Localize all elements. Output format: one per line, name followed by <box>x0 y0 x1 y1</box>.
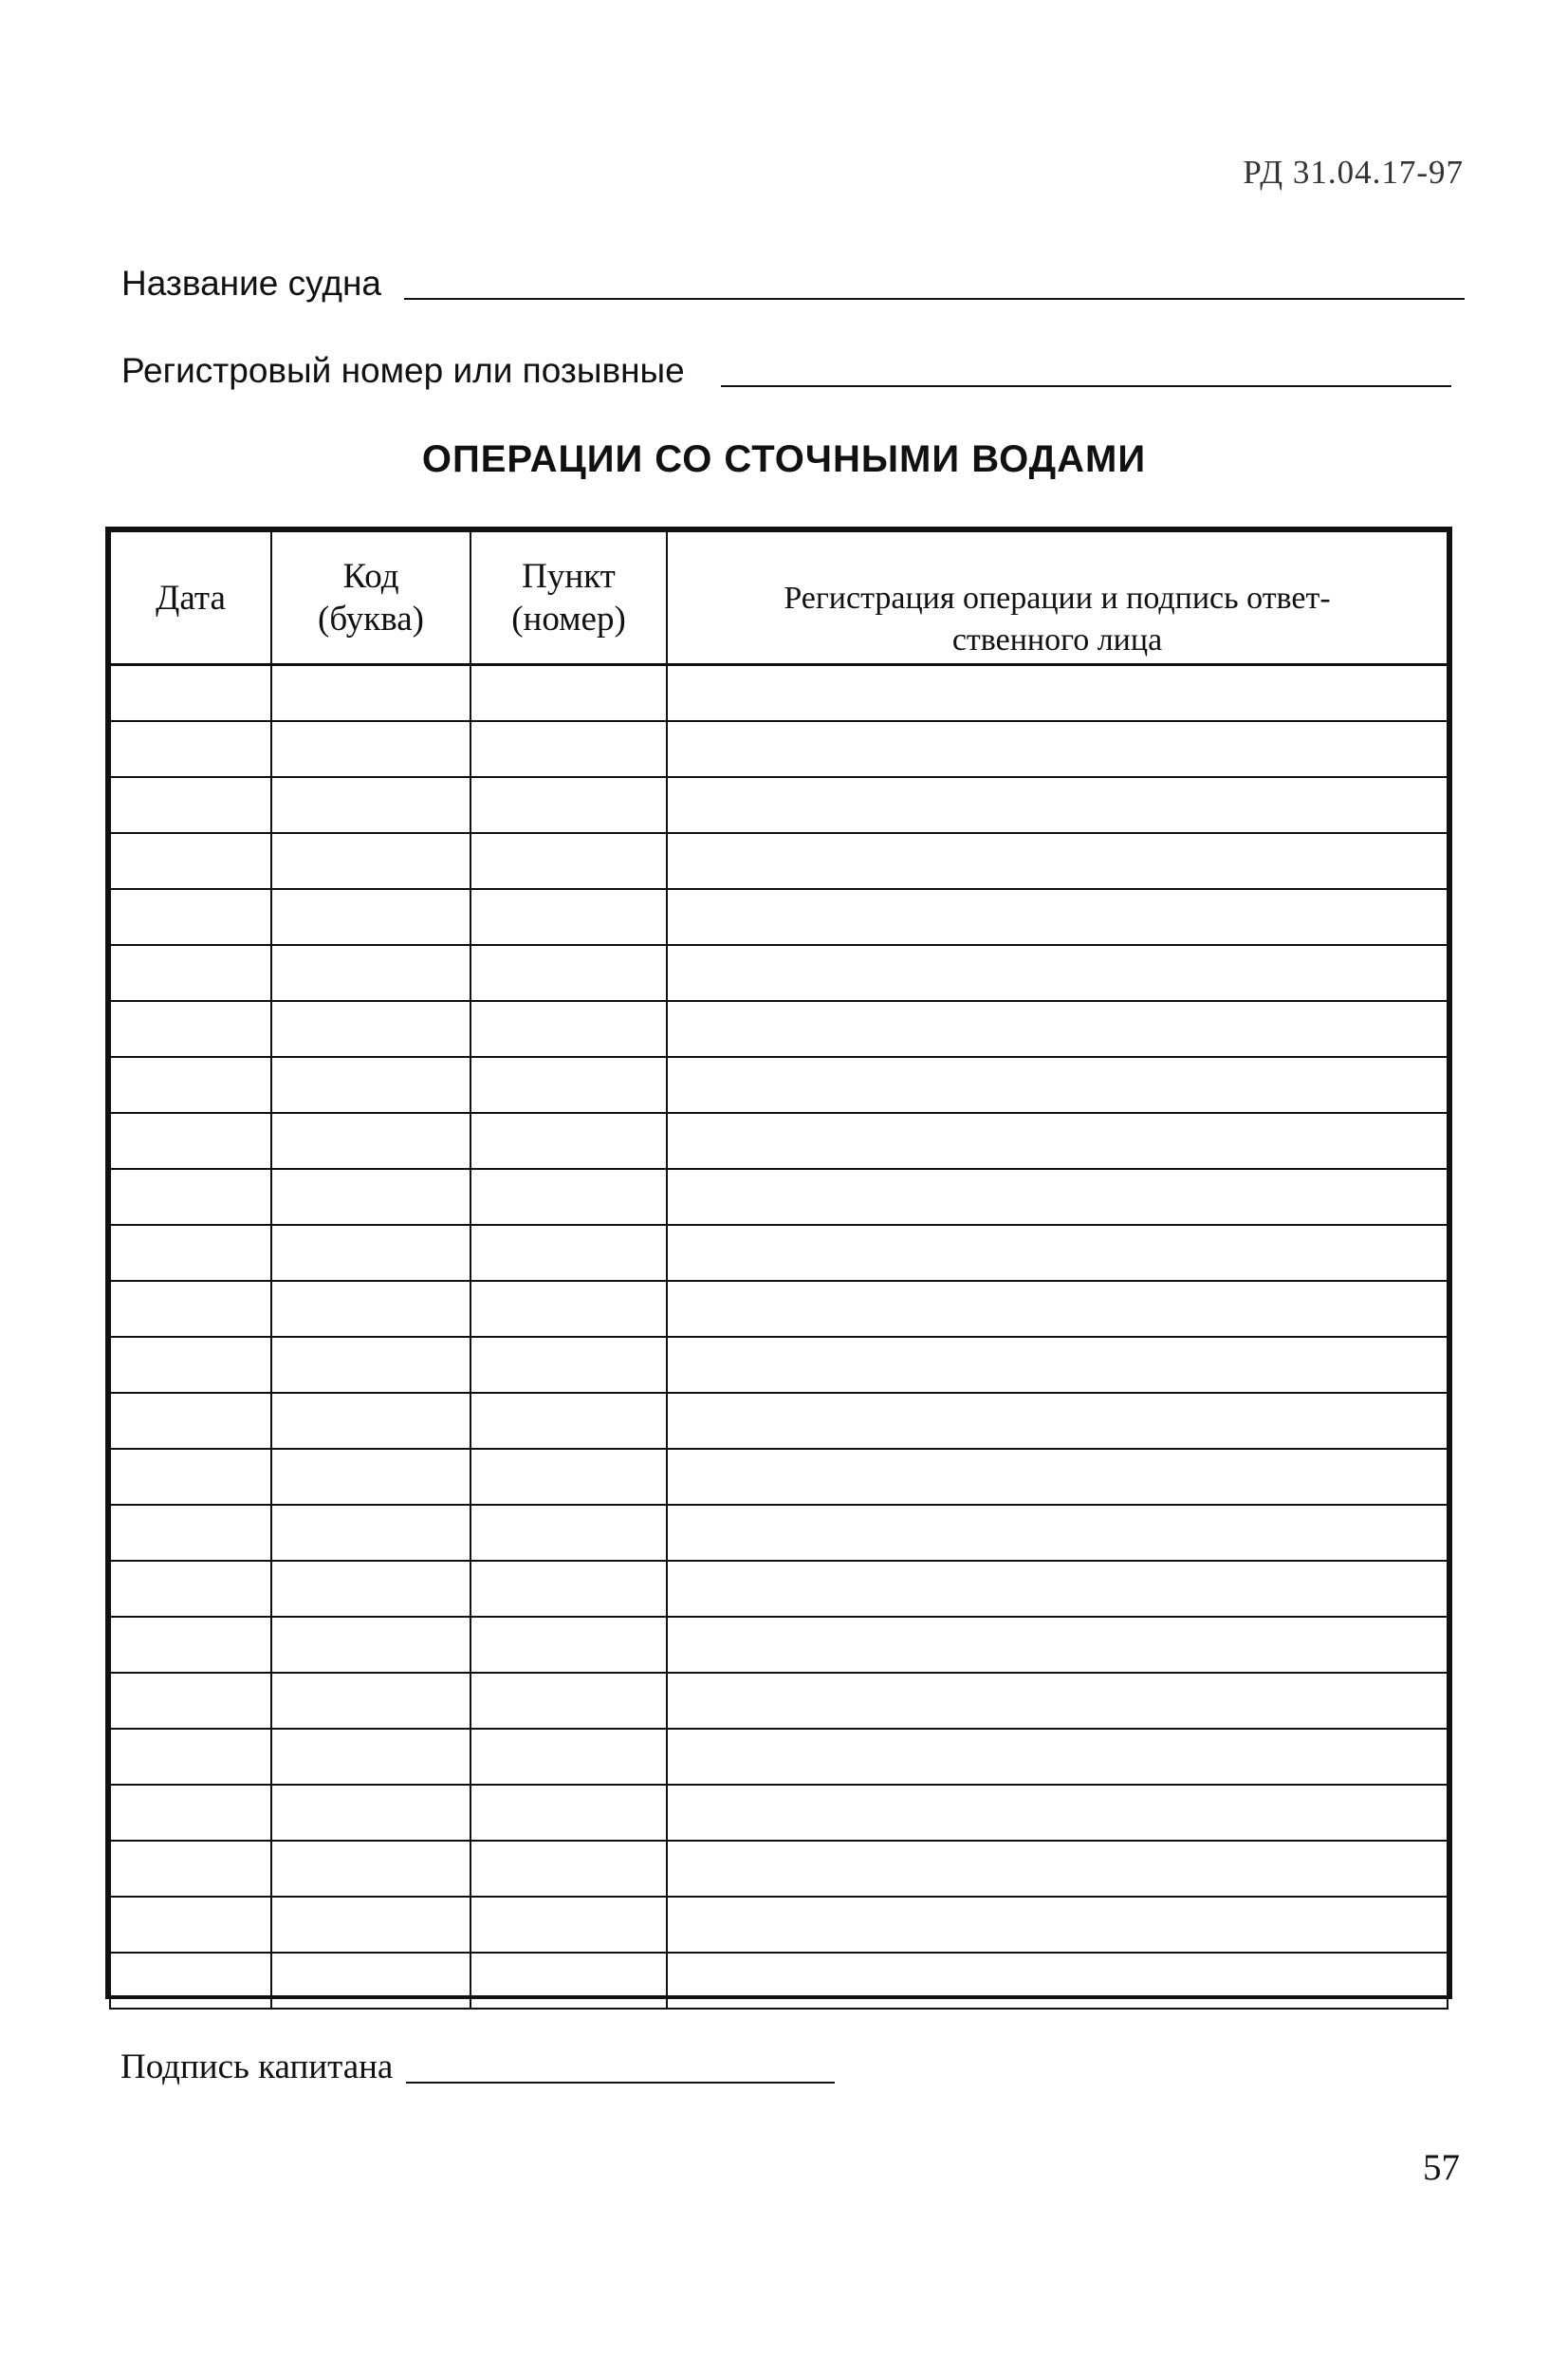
cell-registration[interactable] <box>667 721 1448 777</box>
cell-code[interactable] <box>271 833 470 889</box>
cell-date[interactable] <box>110 1393 271 1449</box>
cell-date[interactable] <box>110 777 271 833</box>
cell-registration[interactable] <box>667 1561 1448 1617</box>
cell-code[interactable] <box>271 945 470 1001</box>
cell-date[interactable] <box>110 1225 271 1281</box>
table-row <box>110 1449 1448 1505</box>
ship-name-label: Название судна <box>121 264 381 303</box>
cell-item[interactable] <box>470 1841 667 1897</box>
cell-item[interactable] <box>470 1393 667 1449</box>
column-header-code <box>271 531 470 665</box>
cell-registration[interactable] <box>667 1953 1448 2009</box>
column-header-registration-line2: ственного лица <box>951 622 1163 658</box>
cell-date[interactable] <box>110 1505 271 1561</box>
cell-registration[interactable] <box>667 833 1448 889</box>
table-header-row <box>110 531 1448 665</box>
cell-registration[interactable] <box>667 1113 1448 1169</box>
cell-code[interactable] <box>271 1393 470 1449</box>
cell-item[interactable] <box>470 1281 667 1337</box>
column-header-date-label: Дата <box>156 578 226 618</box>
table-row <box>110 1841 1448 1897</box>
cell-date[interactable] <box>110 665 271 722</box>
cell-item[interactable] <box>470 1225 667 1281</box>
column-header-date <box>110 531 271 665</box>
cell-item[interactable] <box>470 665 667 722</box>
column-header-item-line2: (номер) <box>511 600 626 639</box>
cell-date[interactable] <box>110 1729 271 1785</box>
table-row <box>110 1393 1448 1449</box>
table-row <box>110 889 1448 945</box>
cell-code[interactable] <box>271 665 470 722</box>
table-row <box>110 1561 1448 1617</box>
table-body <box>110 665 1448 2010</box>
cell-item[interactable] <box>470 721 667 777</box>
cell-code[interactable] <box>271 1841 470 1897</box>
cell-registration[interactable] <box>667 1617 1448 1673</box>
captain-signature-field <box>120 2047 835 2087</box>
cell-code[interactable] <box>271 777 470 833</box>
cell-registration[interactable] <box>667 1057 1448 1113</box>
operations-table <box>105 527 1452 1999</box>
cell-item[interactable] <box>470 945 667 1001</box>
cell-date[interactable] <box>110 833 271 889</box>
cell-item[interactable] <box>470 1505 667 1561</box>
table-row <box>110 1953 1448 2009</box>
cell-item[interactable] <box>470 1673 667 1729</box>
cell-registration[interactable] <box>667 1337 1448 1393</box>
cell-date[interactable] <box>110 1897 271 1953</box>
table-row <box>110 1225 1448 1281</box>
cell-code[interactable] <box>271 1561 470 1617</box>
table-row <box>110 1617 1448 1673</box>
cell-item[interactable] <box>470 1617 667 1673</box>
cell-code[interactable] <box>271 1729 470 1785</box>
cell-code[interactable] <box>271 1169 470 1225</box>
cell-item[interactable] <box>470 833 667 889</box>
table-row <box>110 1281 1448 1337</box>
ship-name-blank-line[interactable] <box>404 296 1465 300</box>
cell-registration[interactable] <box>667 1785 1448 1841</box>
table-row <box>110 1785 1448 1841</box>
cell-registration[interactable] <box>667 1729 1448 1785</box>
cell-code[interactable] <box>271 721 470 777</box>
column-header-item-line1: Пункт <box>522 557 616 596</box>
table-row <box>110 665 1448 722</box>
cell-item[interactable] <box>470 889 667 945</box>
table-row <box>110 1505 1448 1561</box>
cell-item[interactable] <box>470 1169 667 1225</box>
cell-date[interactable] <box>110 1169 271 1225</box>
column-header-registration <box>667 531 1448 665</box>
cell-code[interactable] <box>271 1505 470 1561</box>
cell-registration[interactable] <box>667 1393 1448 1449</box>
page-title: ОПЕРАЦИИ СО СТОЧНЫМИ ВОДАМИ <box>421 438 1147 480</box>
cell-registration[interactable] <box>667 1673 1448 1729</box>
ship-name-field <box>121 264 1465 304</box>
cell-item[interactable] <box>470 1001 667 1057</box>
cell-code[interactable] <box>271 1953 470 2009</box>
table-row <box>110 1001 1448 1057</box>
table-row <box>110 1113 1448 1169</box>
cell-date[interactable] <box>110 945 271 1001</box>
cell-registration[interactable] <box>667 777 1448 833</box>
cell-code[interactable] <box>271 1785 470 1841</box>
cell-registration[interactable] <box>667 1449 1448 1505</box>
column-header-code-line1: Код <box>342 557 399 596</box>
cell-registration[interactable] <box>667 1505 1448 1561</box>
cell-date[interactable] <box>110 889 271 945</box>
page-number: 57 <box>1423 2147 1460 2188</box>
cell-registration[interactable] <box>667 665 1448 722</box>
table-row <box>110 1673 1448 1729</box>
column-header-code-line2: (буква) <box>318 600 424 639</box>
cell-date[interactable] <box>110 1841 271 1897</box>
cell-code[interactable] <box>271 1897 470 1953</box>
cell-date[interactable] <box>110 1281 271 1337</box>
cell-code[interactable] <box>271 889 470 945</box>
cell-code[interactable] <box>271 1337 470 1393</box>
cell-date[interactable] <box>110 1617 271 1673</box>
captain-signature-blank-line[interactable] <box>406 2082 835 2084</box>
table-row <box>110 1337 1448 1393</box>
cell-registration[interactable] <box>667 1897 1448 1953</box>
table-row <box>110 721 1448 777</box>
cell-item[interactable] <box>470 1897 667 1953</box>
cell-registration[interactable] <box>667 1225 1448 1281</box>
cell-item[interactable] <box>470 1337 667 1393</box>
cell-code[interactable] <box>271 1001 470 1057</box>
cell-code[interactable] <box>271 1617 470 1673</box>
registration-field <box>121 351 1451 391</box>
table-row <box>110 777 1448 833</box>
cell-item[interactable] <box>470 1561 667 1617</box>
cell-item[interactable] <box>470 1729 667 1785</box>
column-header-registration-line1: Регистрация операции и подпись ответ- <box>784 581 1331 616</box>
cell-code[interactable] <box>271 1673 470 1729</box>
cell-code[interactable] <box>271 1281 470 1337</box>
registration-label: Регистровый номер или позывные <box>121 351 685 390</box>
cell-item[interactable] <box>470 777 667 833</box>
cell-date[interactable] <box>110 1953 271 2009</box>
cell-code[interactable] <box>271 1449 470 1505</box>
table-row <box>110 1897 1448 1953</box>
cell-date[interactable] <box>110 1337 271 1393</box>
table-row <box>110 1057 1448 1113</box>
cell-date[interactable] <box>110 1057 271 1113</box>
cell-date[interactable] <box>110 1561 271 1617</box>
captain-signature-label: Подпись капитана <box>120 2047 394 2086</box>
cell-code[interactable] <box>271 1057 470 1113</box>
column-header-item <box>470 531 667 665</box>
cell-date[interactable] <box>110 1673 271 1729</box>
document-code: РД 31.04.17-97 <box>1243 154 1464 191</box>
cell-date[interactable] <box>110 1449 271 1505</box>
cell-registration[interactable] <box>667 945 1448 1001</box>
cell-code[interactable] <box>271 1225 470 1281</box>
cell-code[interactable] <box>271 1113 470 1169</box>
registration-blank-line[interactable] <box>721 383 1451 387</box>
cell-registration[interactable] <box>667 1841 1448 1897</box>
cell-item[interactable] <box>470 1785 667 1841</box>
table-row <box>110 1169 1448 1225</box>
table-row <box>110 1729 1448 1785</box>
cell-registration[interactable] <box>667 1281 1448 1337</box>
table-row <box>110 833 1448 889</box>
cell-registration[interactable] <box>667 889 1448 945</box>
table-row <box>110 945 1448 1001</box>
cell-item[interactable] <box>470 1113 667 1169</box>
cell-item[interactable] <box>470 1057 667 1113</box>
cell-date[interactable] <box>110 1113 271 1169</box>
cell-date[interactable] <box>110 1001 271 1057</box>
cell-item[interactable] <box>470 1449 667 1505</box>
cell-registration[interactable] <box>667 1001 1448 1057</box>
cell-registration[interactable] <box>667 1169 1448 1225</box>
cell-date[interactable] <box>110 721 271 777</box>
cell-date[interactable] <box>110 1785 271 1841</box>
cell-item[interactable] <box>470 1953 667 2009</box>
